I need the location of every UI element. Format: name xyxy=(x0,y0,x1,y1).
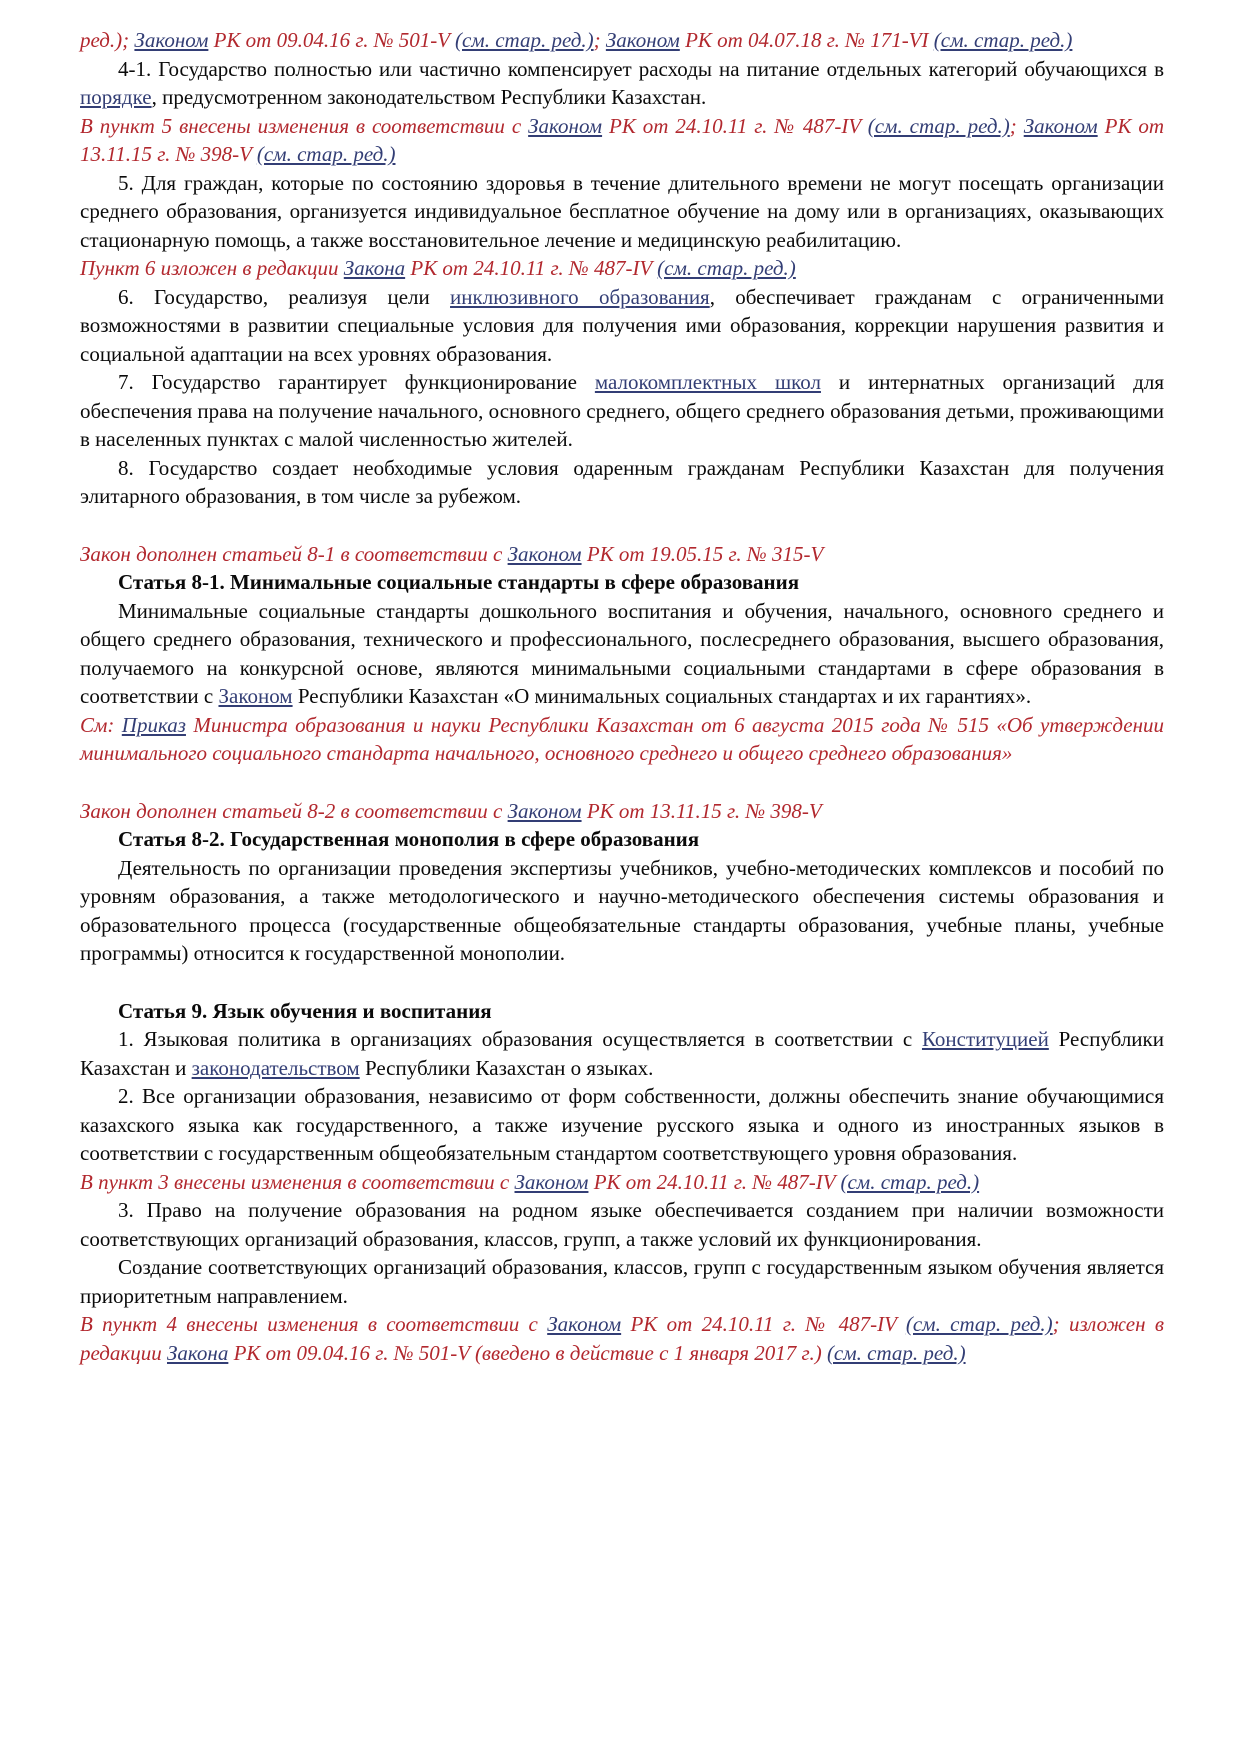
text-run: РК от 09.04.16 г. № 501-V xyxy=(208,28,455,52)
amendment-note xyxy=(80,26,1164,55)
document-body xyxy=(80,26,1164,1367)
text-run: Закон дополнен статьей 8-1 в соответствии с xyxy=(80,541,508,566)
law-link[interactable]: (см. стар. ред.) xyxy=(933,28,1073,52)
article-heading xyxy=(80,825,1164,854)
text-run: Республики Казахстан о языках. xyxy=(359,1055,654,1080)
amendment-note xyxy=(80,254,1164,283)
law-link[interactable]: (см. стар. ред.) xyxy=(256,142,396,166)
text-run: ; xyxy=(1009,113,1024,138)
body-paragraph xyxy=(80,283,1164,369)
amendment-note xyxy=(80,540,1164,569)
law-link[interactable]: (см. стар. ред.) xyxy=(905,1312,1053,1336)
text-run: РК от 09.04.16 г. № 501-V (введено в действие с 1 января 2017 г.) xyxy=(228,1340,827,1365)
law-link[interactable]: Конституцией xyxy=(921,1027,1049,1051)
text-run: Статья 8-2. Государственная монополия в сфере образования xyxy=(118,827,700,851)
law-link[interactable]: Законом xyxy=(507,541,582,566)
body-paragraph xyxy=(80,1196,1164,1253)
law-link[interactable]: порядке xyxy=(80,85,152,109)
law-link[interactable]: Законом xyxy=(605,28,680,52)
text-run: См: xyxy=(80,712,122,737)
law-link[interactable]: Законом xyxy=(218,684,293,708)
body-paragraph xyxy=(80,55,1164,112)
text-run: 6. Государство, реализуя цели xyxy=(118,284,451,309)
article-heading xyxy=(80,568,1164,597)
body-paragraph xyxy=(80,597,1164,711)
text-run: Деятельность по организации проведения экспертизы учебников, учебно-методических комплексов и пособий по уровням образования, а также методологического и научно-методического обеспечения системы образования и образовательного процесса (государственные общеобязательные стандарты образования, учебные планы, учебные программы) относится к государственной монополии. xyxy=(80,855,1164,965)
text-run: Республики Казахстан и xyxy=(80,1027,1164,1080)
body-paragraph xyxy=(80,169,1164,255)
body-paragraph xyxy=(80,454,1164,511)
text-run: 2. Все организации образования, независимо от форм собственности, должны обеспечить знание обучающимися казахского языка как государственного, а также изучение русского языка и одного из иностранных языков в соответствии с государственным общеобязательным стандартом соответствующего уровня образования. xyxy=(80,1084,1164,1165)
text-run: ; xyxy=(593,28,606,52)
text-run: В пункт 4 внесены изменения в соответствии с xyxy=(80,1312,548,1336)
law-link[interactable]: Законом xyxy=(528,113,603,138)
law-link[interactable]: Законом xyxy=(507,798,582,823)
text-run: 8. Государство создает необходимые условия одаренным гражданам Республики Казахстан для получения элитарного образования, в том числе за рубежом. xyxy=(80,455,1164,508)
law-link[interactable]: Законом xyxy=(514,1169,589,1194)
law-link[interactable]: (см. стар. ред.) xyxy=(840,1169,980,1194)
text-run: РК от 04.07.18 г. № 171-VI xyxy=(679,28,934,52)
law-link[interactable]: Законом xyxy=(134,28,209,52)
body-paragraph xyxy=(80,368,1164,454)
law-link[interactable]: малокомплектных школ xyxy=(594,370,821,394)
law-link[interactable]: Законом xyxy=(1023,113,1098,138)
text-run: Закон дополнен статьей 8-2 в соответствии с xyxy=(80,798,508,823)
text-run: Республики Казахстан «О минимальных социальных стандартах и их гарантиях». xyxy=(292,684,1032,708)
text-run: 3. Право на получение образования на родном языке обеспечивается созданием при наличии возможности соответствующих организаций образования, классов, групп, а также условий их функционирования. xyxy=(80,1198,1164,1251)
amendment-note xyxy=(80,112,1164,169)
law-link[interactable]: (см. стар. ред.) xyxy=(826,1340,966,1365)
text-run: Создание соответствующих организаций образования, классов, групп с государственным языком обучения является приоритетным направлением. xyxy=(80,1255,1164,1308)
text-run: 4-1. Государство полностью или частично компенсирует расходы на питание отдельных категорий обучающихся в xyxy=(118,56,1164,81)
text-run: РК от 19.05.15 г. № 315-V xyxy=(581,541,824,566)
text-run: Минимальные социальные стандарты дошкольного воспитания и обучения, начального, основного среднего и общего среднего образования, технического и профессионального, послесреднего образования, высшего образования, получаемого на конкурсной основе, являются минимальными социальными стандартами в сфере образования в соответствии с xyxy=(80,598,1164,708)
law-link[interactable]: законодательством xyxy=(191,1055,360,1080)
text-run: РК от 24.10.11 г. № 487-IV xyxy=(602,113,868,138)
text-run: Пункт 6 изложен в редакции xyxy=(80,256,344,280)
text-run: ред.); xyxy=(80,28,135,52)
text-run: РК от 13.11.15 г. № 398-V xyxy=(581,798,822,823)
article-heading xyxy=(80,997,1164,1026)
amendment-note xyxy=(80,797,1164,826)
text-run: В пункт 3 внесены изменения в соответствии с xyxy=(80,1169,515,1194)
text-run: 1. Языковая политика в организациях образования осуществляется в соответствии с xyxy=(118,1027,922,1051)
text-run: РК от 13.11.15 г. № 398-V xyxy=(80,113,1165,166)
text-run: РК от 24.10.11 г. № 487-IV xyxy=(621,1312,906,1336)
text-run: Статья 8-1. Минимальные социальные стандарты в сфере образования xyxy=(118,570,800,594)
law-link[interactable]: Закона xyxy=(343,256,406,280)
text-run: РК от 24.10.11 г. № 487-IV xyxy=(588,1169,841,1194)
law-link[interactable]: инклюзивного образования xyxy=(450,284,710,309)
law-link[interactable]: Закона xyxy=(167,1340,229,1365)
text-run: и интернатных организаций для обеспечения права на получение начального, основного среднего, общего среднего образования детьми, проживающими в населенных пунктах с малой численностью жителей. xyxy=(80,370,1165,451)
text-run: Министра образования и науки Республики Казахстан от 6 августа 2015 года № 515 «Об утверждении минимального социального стандарта начального, основного среднего и общего среднего образования» xyxy=(80,712,1164,765)
text-run: , предусмотренном законодательством Республики Казахстан. xyxy=(151,85,707,109)
text-run: 7. Государство гарантирует функционирование xyxy=(118,370,595,394)
law-link[interactable]: (см. стар. ред.) xyxy=(867,113,1010,138)
law-link[interactable]: Законом xyxy=(547,1312,622,1336)
body-paragraph xyxy=(80,854,1164,968)
text-run: Статья 9. Язык обучения и воспитания xyxy=(118,998,492,1023)
text-run: ; изложен в редакции xyxy=(80,1312,1164,1365)
body-paragraph xyxy=(80,1253,1164,1310)
law-link[interactable]: (см. стар. ред.) xyxy=(454,28,594,52)
text-run: 5. Для граждан, которые по состоянию здоровья в течение длительного времени не могут посещать организации среднего образования, организуется индивидуальное бесплатное обучение на дому или в организациях, оказывающих стационарную помощь, а также восстановительное лечение и медицинскую реабилитацию. xyxy=(80,170,1164,252)
body-paragraph xyxy=(80,1082,1164,1168)
law-link[interactable]: (см. стар. ред.) xyxy=(657,256,796,280)
text-run: , обеспечивает гражданам с ограниченными возможностями в развитии специальные условия для получения ими образования, коррекции нарушения развития и социальной адаптации на всех уровнях образования. xyxy=(80,284,1164,366)
text-run: РК от 24.10.11 г. № 487-IV xyxy=(405,256,658,280)
law-link[interactable]: Приказ xyxy=(121,712,186,737)
amendment-note xyxy=(80,1310,1164,1367)
amendment-note xyxy=(80,1168,1164,1197)
body-paragraph xyxy=(80,1025,1164,1082)
text-run: В пункт 5 внесены изменения в соответствии с xyxy=(80,113,529,138)
amendment-note xyxy=(80,711,1164,768)
